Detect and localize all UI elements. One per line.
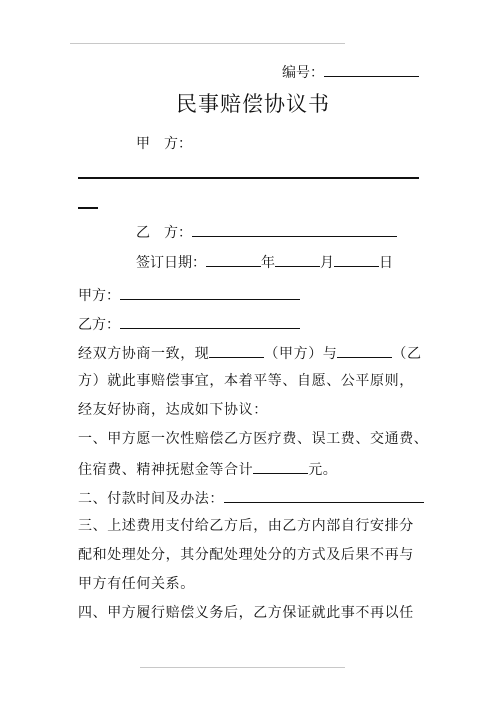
party-b-row <box>78 314 300 334</box>
clause-2-text: 二、付款时间及办法： <box>78 491 224 507</box>
clause-3-line-2: 配和处理处分，其分配处理处分的方式及后果不再与 <box>78 547 414 563</box>
footer-rule <box>140 667 345 668</box>
document-number-row <box>282 62 419 82</box>
document-number-label: 编号： <box>282 65 324 81</box>
intro-text-1c: （乙 <box>392 346 422 362</box>
month-label: 月 <box>320 255 334 271</box>
intro-text-1b: （甲方）与 <box>264 346 338 362</box>
intro-line-2: 方）就此事赔偿事宜，本着平等、自愿、公平原则， <box>78 373 414 389</box>
sign-day-field[interactable] <box>334 252 379 267</box>
clause-2-line <box>78 488 424 508</box>
document-title: 民事赔偿协议书 <box>176 92 330 116</box>
party-a-label: 甲方： <box>78 288 120 304</box>
clause-1-text: 住宿费、精神抚慰金等合计 <box>78 462 254 478</box>
intro-line-1 <box>78 343 422 363</box>
year-label: 年 <box>261 255 275 271</box>
document-number-field[interactable] <box>324 62 419 77</box>
clause-3-line-3: 甲方有任何关系。 <box>78 576 195 592</box>
party-b-field[interactable] <box>120 314 300 329</box>
payment-method-field[interactable] <box>224 488 424 503</box>
sign-month-field[interactable] <box>275 252 320 267</box>
party-a-row <box>78 285 300 305</box>
clause-1-line-2 <box>78 459 337 479</box>
sign-date-row <box>136 252 393 272</box>
party-a-name-field-continued[interactable] <box>78 207 98 209</box>
party-a-name-field[interactable] <box>78 177 419 179</box>
clause-3-line-1: 三、上述费用支付给乙方后，由乙方内部自行安排分 <box>78 518 414 534</box>
party-b-block-label: 乙 方： <box>136 225 192 241</box>
intro-party-a-field[interactable] <box>209 343 264 358</box>
party-b-name-field[interactable] <box>192 222 397 237</box>
clause-1-line-1: 一、甲方愿一次性赔偿乙方医疗费、误工费、交通费、 <box>78 431 429 447</box>
party-b-label: 乙方： <box>78 317 120 333</box>
day-label: 日 <box>379 255 393 271</box>
sign-date-label: 签订日期： <box>136 255 206 271</box>
header-rule <box>70 43 345 44</box>
intro-line-3: 经友好协商，达成如下协议： <box>78 402 268 418</box>
intro-text-1a: 经双方协商一致，现 <box>78 346 210 362</box>
intro-party-b-field[interactable] <box>337 343 392 358</box>
total-amount-field[interactable] <box>253 459 308 474</box>
party-a-block-label: 甲 方： <box>136 136 192 152</box>
sign-year-field[interactable] <box>206 252 261 267</box>
clause-4-line-1: 四、甲方履行赔偿义务后，乙方保证就此事不再以任 <box>78 605 414 621</box>
clause-1-unit: 元。 <box>308 462 338 478</box>
party-a-field[interactable] <box>120 285 300 300</box>
party-b-block-row <box>136 222 397 242</box>
